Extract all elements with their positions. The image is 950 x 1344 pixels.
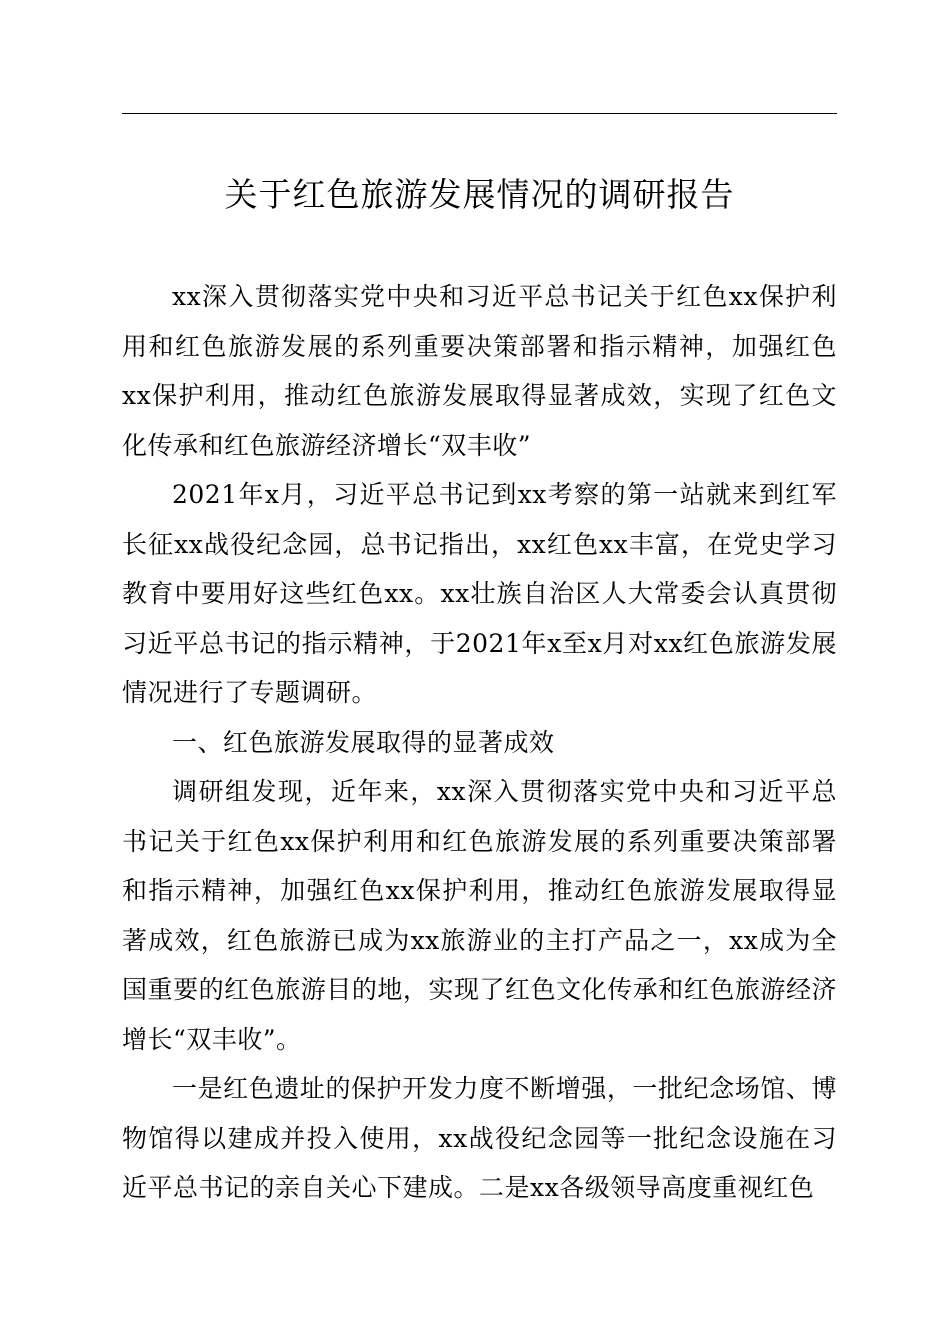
paragraph-findings: 调研组发现，近年来，xx深入贯彻落实党中央和习近平总书记关于红色xx保护利用和红色旅游发展的系列重要决策部署和指示精神，加强红色xx保护利用，推动红色旅游发展取得显著成效，红色旅游已成为xx旅游业的主打产品之一，xx成为全国重要的红色旅游目的地，实现了红色文化传承和红色旅游经济增长“双丰收”。 [122,777,837,1054]
document-title: 关于红色旅游发展情况的调研报告 [224,175,735,214]
header-rule [122,113,837,114]
document-body [122,272,837,1213]
paragraph-details: 一是红色遗址的保护开发力度不断增强，一批纪念场馆、博物馆得以建成并投入使用，xx战役纪念园等一批纪念设施在习近平总书记的亲自关心下建成。二是xx各级领导高度重视红色 [122,1074,837,1202]
paragraph-background: 2021年x月，习近平总书记到xx考察的第一站就来到红军长征xx战役纪念园，总书记指出，xx红色xx丰富，在党史学习教育中要用好这些红色xx。xx壮族自治区人大常委会认真贯彻习近平总书记的指示精神，于2021年x至x月对xx红色旅游发展情况进行了专题调研。 [122,480,837,707]
paragraph-intro: xx深入贯彻落实党中央和习近平总书记关于红色xx保护利用和红色旅游发展的系列重要决策部署和指示精神，加强红色xx保护利用，推动红色旅游发展取得显著成效，实现了红色文化传承和红色旅游经济增长“双丰收” [122,282,837,460]
section-heading-achievements: 一、红色旅游发展取得的显著成效 [172,727,555,757]
